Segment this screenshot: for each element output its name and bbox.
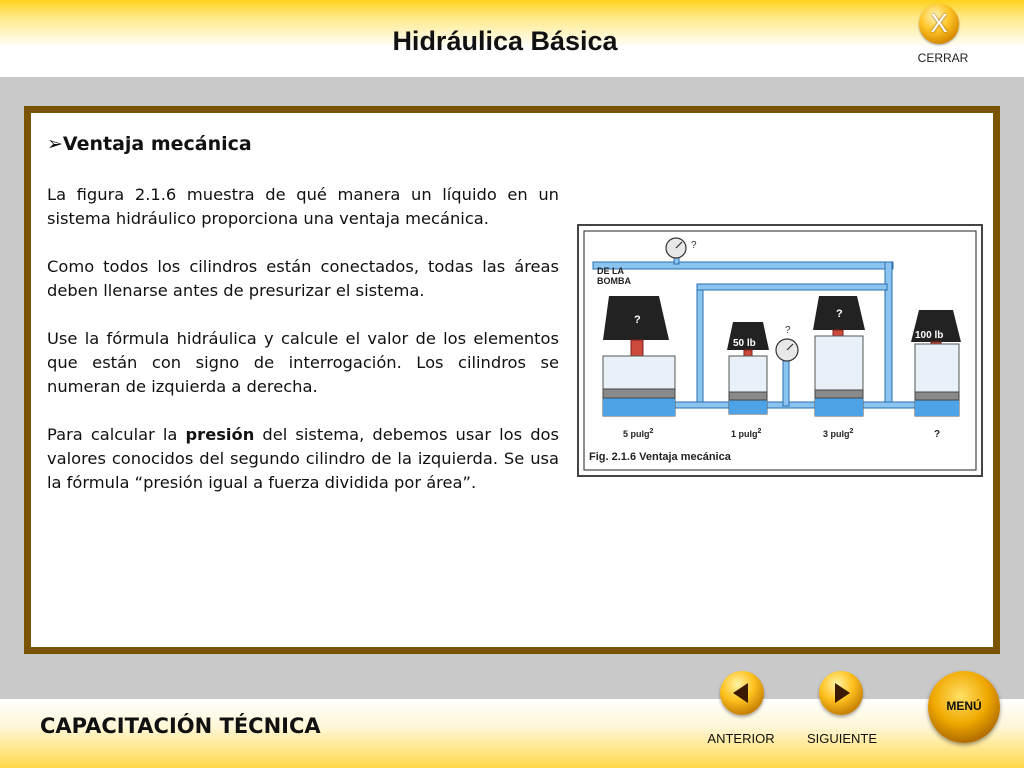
close-icon: X xyxy=(930,8,948,38)
page-title: Hidráulica Básica xyxy=(392,26,618,56)
paragraph-4-bold: presión xyxy=(185,425,255,444)
hydraulic-diagram xyxy=(579,226,981,475)
previous-label[interactable]: ANTERIOR xyxy=(707,731,775,746)
source-label-1: DE LA xyxy=(597,266,624,276)
close-button[interactable] xyxy=(919,4,959,44)
pipe-upper xyxy=(697,284,887,290)
area-4-label: ? xyxy=(934,429,941,440)
gauge-1-label: ? xyxy=(691,240,697,251)
brand-label: CAPACITACIÓN TÉCNICA xyxy=(40,714,321,738)
pipe-mid-vertical xyxy=(697,284,703,408)
weight-4-label: 100 lb xyxy=(915,330,944,341)
arrow-bullet-icon: ➢ xyxy=(47,133,63,155)
menu-button[interactable] xyxy=(928,671,1000,743)
body-text xyxy=(47,183,559,519)
pipe-top xyxy=(593,262,893,269)
previous-arrow-icon xyxy=(720,671,764,715)
gauge-2-label: ? xyxy=(785,325,791,336)
pipe-gauge xyxy=(783,354,789,406)
section-heading-text: Ventaja mecánica xyxy=(62,133,252,155)
area-3-label: 3 pulg$^2$ xyxy=(823,428,854,439)
section-heading xyxy=(47,133,252,155)
paragraph-2: Como todos los cilindros están conectados, todas las áreas deben llenarse antes de presurizar el sistema. xyxy=(47,257,559,300)
next-button[interactable] xyxy=(819,671,863,715)
close-label: CERRAR xyxy=(917,51,969,65)
content-panel xyxy=(31,113,993,647)
paragraph-4-start: Para calcular la xyxy=(47,425,186,444)
weight-3-label: ? xyxy=(836,308,843,320)
cylinder-2 xyxy=(727,322,769,414)
next-label[interactable]: SIGUIENTE xyxy=(806,731,878,746)
menu-label: MENÚ xyxy=(946,699,982,713)
cylinder-4 xyxy=(911,310,961,416)
next-arrow-icon xyxy=(819,671,863,715)
weight-2-label: 50 lb xyxy=(733,338,756,349)
weight-1-label: ? xyxy=(634,314,641,326)
hydraulic-figure xyxy=(577,224,983,477)
source-label-2: BOMBA xyxy=(597,276,631,286)
paragraph-3: Use la fórmula hidráulica y calcule el valor de los elementos que están con signo de interrogación. Los cilindros se numeran de izquierda a derecha. xyxy=(47,329,559,396)
paragraph-4 xyxy=(47,423,559,495)
figure-caption: Fig. 2.1.6 Ventaja mecánica xyxy=(589,451,731,463)
paragraph-1: La figura 2.1.6 muestra de qué manera un líquido en un sistema hidráulico proporciona una ventaja mecánica. xyxy=(47,185,559,228)
paragraph-4-end: del sistema, debemos usar los dos valores conocidos del segundo cilindro de la izquierda. Se usa la fórmula “presión igual a fuerza dividida por área”. xyxy=(47,425,559,492)
pipe-bottom xyxy=(663,402,953,408)
area-1-label: 5 pulg$^2$ xyxy=(623,428,654,439)
previous-button[interactable] xyxy=(720,671,764,715)
area-2-label: 1 pulg$^2$ xyxy=(731,428,762,439)
